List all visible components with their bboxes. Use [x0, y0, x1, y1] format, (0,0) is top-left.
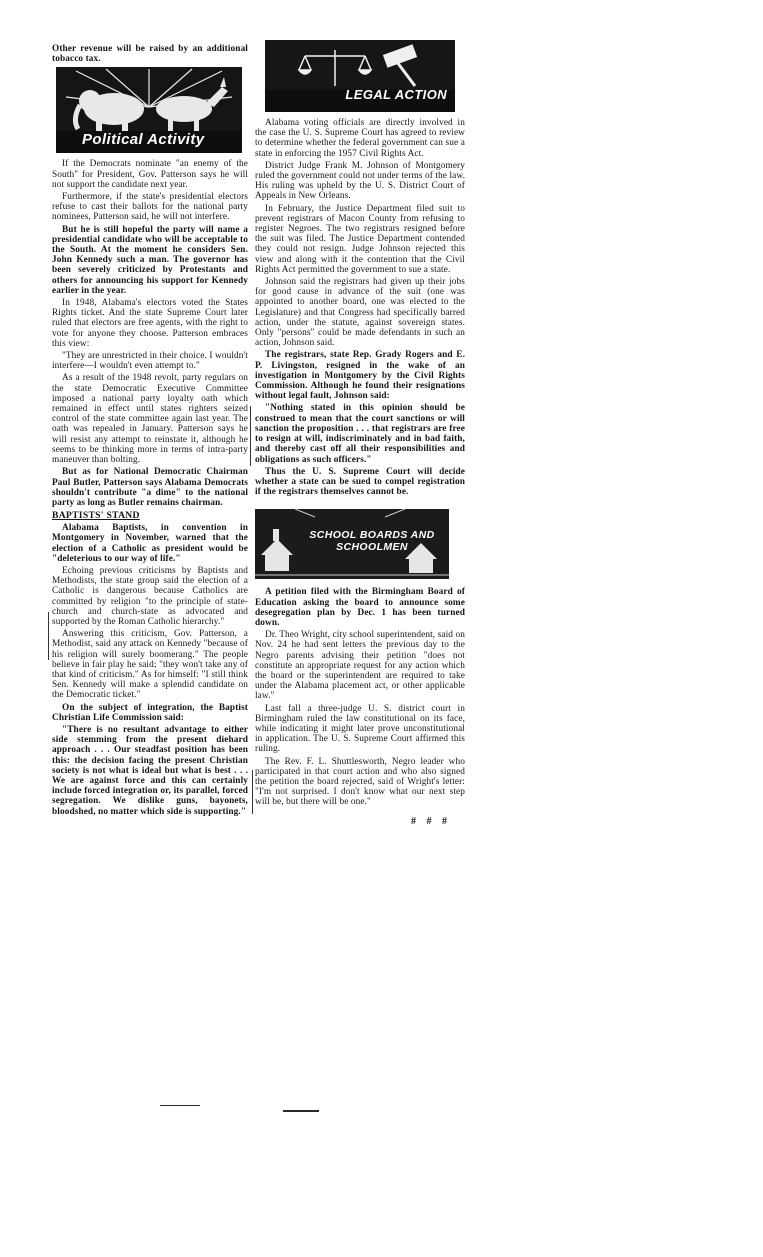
lead-paragraph: Other revenue will be raised by an additional tobacco tax. — [52, 44, 248, 65]
subheading-baptists: BAPTISTS' STAND — [52, 510, 140, 522]
left-column — [52, 44, 248, 819]
paragraph: In 1948, Alabama's electors voted the States Rights ticket. And the state Supreme Court later ruled that electors are free agents, with the right to vote for anyone they choose. Patterson embraces this view: — [52, 298, 248, 349]
political-activity-banner — [56, 67, 242, 153]
school-boards-banner — [255, 509, 449, 579]
margin-bracket — [48, 612, 49, 660]
right-column — [255, 40, 465, 827]
bottom-rule — [283, 1110, 319, 1112]
legal-action-banner — [265, 40, 455, 112]
paragraph: But as for National Democratic Chairman Paul Butler, Patterson says Alabama Democrats shouldn't contribute "a dime" to the national party as long as Butler remains chairman. — [52, 467, 248, 508]
paragraph: Alabama voting officials are directly involved in the case the U. S. Supreme Court has agreed to review to determine whether the federal government can sue a state in enforcing the 1957 Civil Rights Act. — [255, 118, 465, 159]
paragraph: The registrars, state Rep. Grady Rogers and E. P. Livingston, resigned in the wake of an investigation in Montgomery by the Civil Rights Commission. Although he found their resignations without legal fault, Johnson said: — [255, 350, 465, 402]
paragraph: On the subject of integration, the Baptist Christian Life Commission said: — [52, 702, 248, 723]
end-mark: # # # — [411, 815, 451, 827]
paragraph: Echoing previous criticisms by Baptists and Methodists, the state group said the election of a Catholic is dangerous because Catholics are committed by religion "to the principle of state-church and church-state as advocated and supported by the Roman Catholic hierarchy." — [52, 565, 248, 627]
paragraph: Last fall a three-judge U. S. district court in Birmingham ruled the law constitutional on its face, while indicating it might later prove unconstitutional in application. The U. S. Supreme Court affirmed this ruling. — [255, 703, 465, 755]
banner-title: Political Activity — [82, 131, 205, 149]
margin-bracket — [250, 406, 251, 466]
paragraph: Answering this criticism, Gov. Patterson, a Methodist, said any attack on Kennedy "because of his religion will surely boomerang." The people believe in fair play he said; "they won't take any of that kind of criticism." As for himself: "I still think Sen. Kennedy will make a splendid candidate on the Democratic ticket." — [52, 629, 248, 701]
paragraph: Alabama Baptists, in convention in Montgomery in November, warned that the election of a Catholic as president would be "deleterious to our way of life." — [52, 523, 248, 564]
quote-paragraph: "They are unrestricted in their choice. I wouldn't interfere—I wouldn't even attempt to." — [52, 351, 248, 372]
paragraph: Johnson said the registrars had given up their jobs for good cause in advance of the suit (one was appointed to another board, one was elected to the Legislature) and that Congress had specifically barred action, under the statute, against sovereign states. Only "persons" could be made defendants in such an action, Johnson said. — [255, 277, 465, 349]
paragraph: As a result of the 1948 revolt, party regulars on the state Democratic Executive Committee imposed a national party loyalty oath which remained in effect until states righters seized control of the state committee again last year. The oath was repealed in January. Patterson says he will resist any attempt to reinstate it, although he seems to be thinking more in terms of intra-party maneuver than bolting. — [52, 373, 248, 466]
paragraph: Dr. Theo Wright, city school superintendent, said on Nov. 24 he had sent letters the previous day to the Negro parents advising their petition "does not constitute an appropriate request for any action which the board or the superintendent are required to take under the Alabama placement act, or other applicable law." — [255, 630, 465, 702]
bottom-rule — [160, 1105, 200, 1106]
paragraph: Furthermore, if the state's presidential electors refuse to cast their ballots for the national party nominees, Patterson said, he will not interfere. — [52, 192, 248, 223]
paragraph: Thus the U. S. Supreme Court will decide whether a state can be sued to compel registration if the registrars themselves cannot be. — [255, 466, 465, 498]
paragraph: In February, the Justice Department filed suit to prevent registrars of Macon County from refusing to register Negroes. The two registrars resigned before the suit was filed. The Justice Department contended they could not resign. Judge Johnson rejected this view and along with it the contention that the Civil Rights Act permitted the government to sue a state. — [255, 203, 465, 275]
margin-bracket — [252, 770, 253, 814]
quote-paragraph: "There is no resultant advantage to either side stemming from the present diehard approach . . . Our steadfast position has been this: the decision facing the present Christian society is not what is ideal but what is best . . . We are against force and this can certainly include forced integration or, its parallel, forced segregation. We dislike guns, bayonets, bloodshed, no matter which side is supporting." — [52, 724, 248, 817]
paragraph: If the Democrats nominate "an enemy of the South" for President, Gov. Patterson says he will not support the candidate next year. — [52, 159, 248, 190]
quote-paragraph: "Nothing stated in this opinion should be construed to mean that the court sanctions or will sanction the proposition . . . that registrars are free to resign at will, indiscriminately and in bad faith, and thereby cast off all their responsibilities and obligations as such officers." — [255, 403, 465, 465]
paragraph: District Judge Frank M. Johnson of Montgomery ruled the government could not under terms of the law. His ruling was upheld by the U. S. District Court of Appeals in New Orleans. — [255, 160, 465, 202]
banner-title: LEGAL ACTION — [345, 87, 447, 102]
paragraph: The Rev. F. L. Shuttlesworth, Negro leader who participated in that court action and who also signed the petition the board rejected, said of Wright's letter: "I'm not surprised. I don't know what our next step will be, but there will be one." — [255, 756, 465, 808]
paragraph: But he is still hopeful the party will name a presidential candidate who will be acceptable to the South. At the moment he considers Sen. John Kennedy such a man. The governor has been severely criticized by Protestants and others for announcing his support for Kennedy earlier in the year. — [52, 224, 248, 296]
paragraph: A petition filed with the Birmingham Board of Education asking the board to announce some desegregation plan by Dec. 1 has been turned down. — [255, 587, 465, 628]
banner-title: SCHOOL BOARDS AND SCHOOLMEN — [309, 529, 435, 554]
